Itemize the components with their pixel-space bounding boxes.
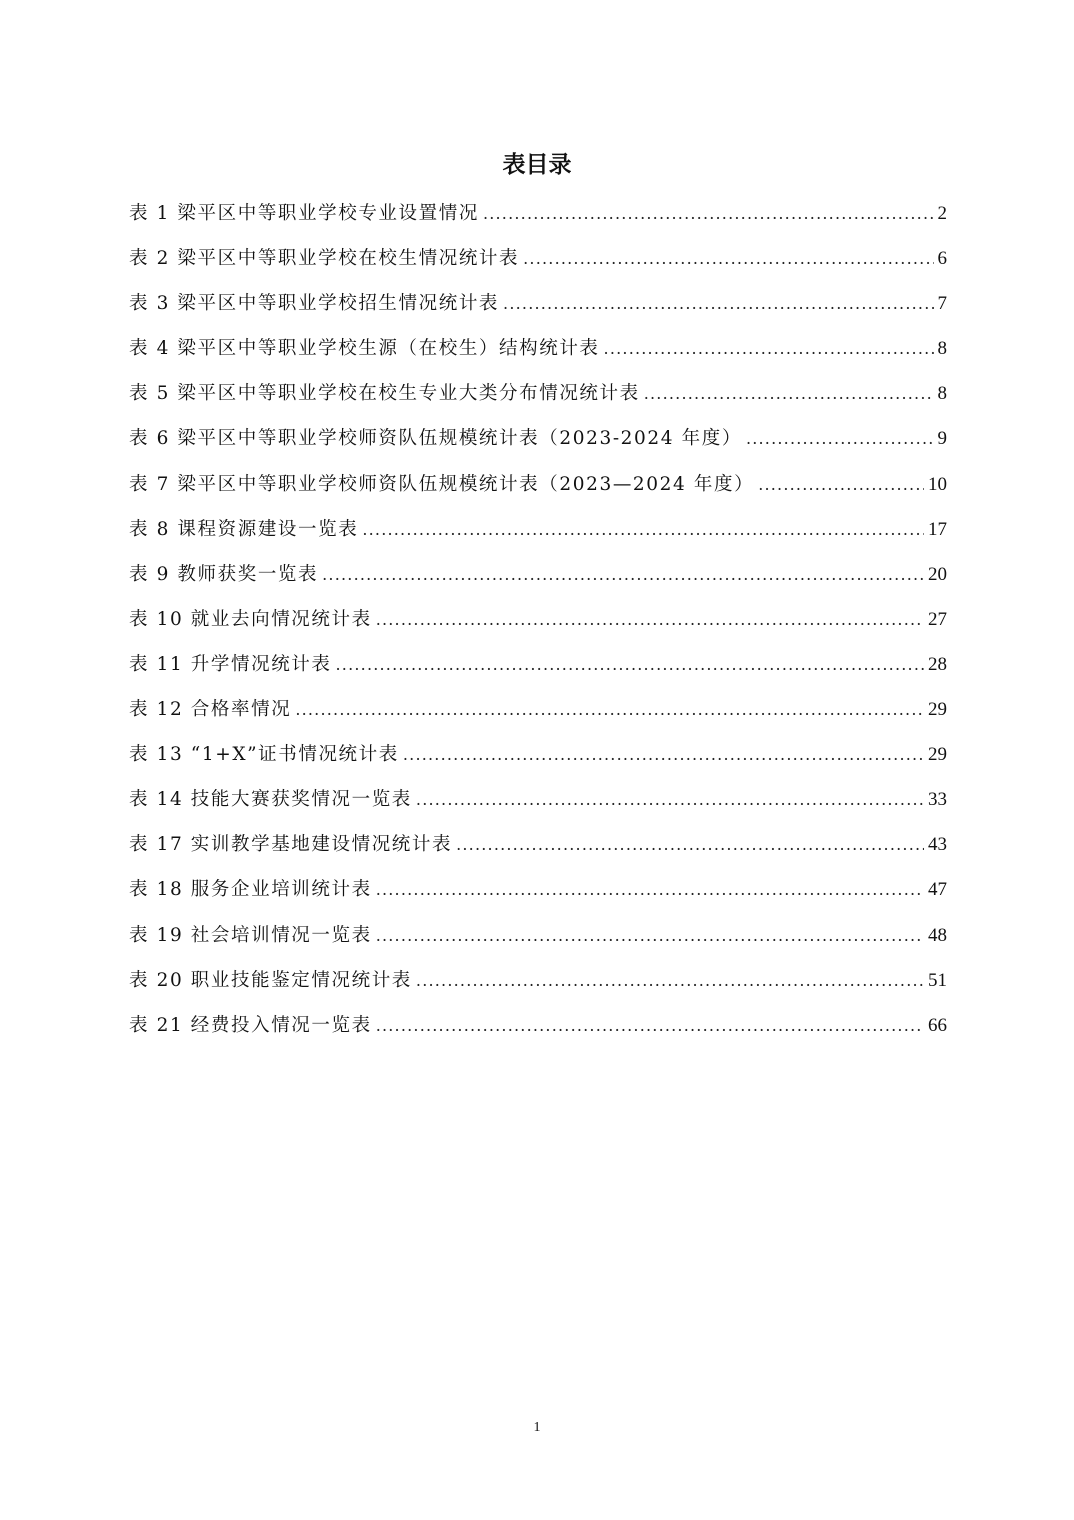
toc-leader-dots [456,827,924,863]
toc-leader-dots [758,467,924,503]
toc-entry[interactable] [129,602,947,647]
toc-leader-dots [376,1008,924,1044]
toc-leader-dots [644,376,934,412]
toc-entry[interactable] [129,737,947,782]
toc-entry-page: 43 [928,834,947,856]
toc-entry-page: 29 [928,744,947,766]
toc-entry[interactable] [129,872,947,917]
toc-leader-dots [403,737,924,773]
table-of-contents [129,196,947,1053]
toc-entry[interactable] [129,421,947,466]
toc-entry-label: 表 14 技能大赛获奖情况一览表 [129,789,412,811]
toc-entry-label: 表 12 合格率情况 [129,699,292,721]
toc-entry-page: 66 [928,1014,947,1036]
toc-entry-page: 7 [937,293,947,315]
toc-entry-page: 28 [928,653,947,675]
toc-entry-page: 51 [928,969,947,991]
toc-leader-dots [322,557,924,593]
toc-entry[interactable] [129,331,947,376]
toc-entry-label: 表 5 梁平区中等职业学校在校生专业大类分布情况统计表 [129,383,640,405]
toc-leader-dots [376,602,924,638]
toc-entry-label: 表 13 “1+X”证书情况统计表 [129,744,399,766]
toc-entry-label: 表 20 职业技能鉴定情况统计表 [129,969,412,991]
toc-entry-label: 表 21 经费投入情况一览表 [129,1014,372,1036]
toc-entry[interactable] [129,827,947,872]
toc-entry-label: 表 10 就业去向情况统计表 [129,608,372,630]
toc-entry[interactable] [129,467,947,512]
toc-leader-dots [483,196,934,232]
toc-entry-label: 表 11 升学情况统计表 [129,653,332,675]
toc-entry-label: 表 3 梁平区中等职业学校招生情况统计表 [129,293,500,315]
toc-leader-dots [416,963,924,999]
toc-entry[interactable] [129,241,947,286]
toc-entry-label: 表 17 实训教学基地建设情况统计表 [129,834,453,856]
toc-entry-page: 8 [937,338,947,360]
toc-entry-page: 48 [928,924,947,946]
toc-leader-dots [376,918,924,954]
toc-entry[interactable] [129,647,947,692]
toc-entry-page: 17 [928,518,947,540]
page-number: 1 [533,1420,541,1435]
toc-leader-dots [295,692,924,728]
toc-entry[interactable] [129,557,947,602]
toc-entry[interactable] [129,782,947,827]
toc-leader-dots [376,872,924,908]
toc-leader-dots [336,647,924,683]
toc-leader-dots [746,421,934,457]
page-title: 表目录 [502,152,572,178]
toc-entry[interactable] [129,286,947,331]
toc-entry-label: 表 7 梁平区中等职业学校师资队伍规模统计表（2023—2024 年度） [129,473,755,495]
toc-entry[interactable] [129,376,947,421]
toc-entry-label: 表 9 教师获奖一览表 [129,563,319,585]
toc-entry[interactable] [129,1008,947,1053]
toc-entry-page: 27 [928,608,947,630]
toc-entry-page: 33 [928,789,947,811]
toc-entry-page: 9 [937,428,947,450]
toc-leader-dots [523,241,933,277]
toc-entry-label: 表 6 梁平区中等职业学校师资队伍规模统计表（2023-2024 年度） [129,428,742,450]
toc-entry-page: 8 [937,383,947,405]
toc-entry[interactable] [129,512,947,557]
toc-entry-label: 表 19 社会培训情况一览表 [129,924,372,946]
toc-leader-dots [604,331,934,367]
toc-entry-page: 20 [928,563,947,585]
toc-leader-dots [416,782,924,818]
toc-entry-label: 表 18 服务企业培训统计表 [129,879,372,901]
toc-entry[interactable] [129,918,947,963]
toc-entry-page: 29 [928,699,947,721]
toc-entry-label: 表 4 梁平区中等职业学校生源（在校生）结构统计表 [129,338,600,360]
toc-entry-page: 6 [937,248,947,270]
toc-entry-label: 表 2 梁平区中等职业学校在校生情况统计表 [129,248,520,270]
toc-entry-label: 表 8 课程资源建设一览表 [129,518,359,540]
toc-entry[interactable] [129,196,947,241]
toc-entry[interactable] [129,692,947,737]
toc-entry-page: 2 [937,203,947,224]
toc-leader-dots [362,512,924,548]
toc-entry-page: 47 [928,879,947,901]
toc-entry-label: 表 1 梁平区中等职业学校专业设置情况 [129,203,479,224]
toc-entry-page: 10 [928,473,947,495]
toc-entry[interactable] [129,963,947,1008]
toc-leader-dots [503,286,933,322]
